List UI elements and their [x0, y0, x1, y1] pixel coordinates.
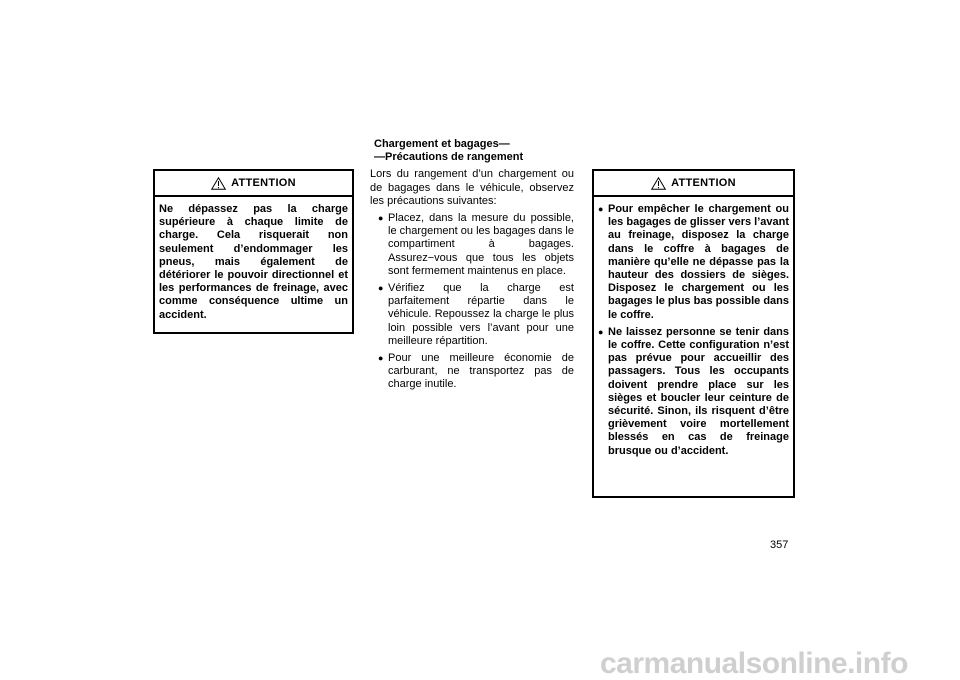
right-warning-box [592, 169, 795, 498]
list-item [370, 212, 574, 278]
section-title-line2: —Précautions de rangement [374, 151, 524, 164]
warning-text: Ne dépassez pas la charge supérieure à chaque limite de charge. Cela risquerait non seulement d’endommager les pneus, mais également de détériorer le pouvoir directionnel et les performances de freinage, avec comme conséquence ultime un accident. [159, 203, 348, 321]
section-column [370, 138, 574, 396]
precautions-list [370, 212, 574, 392]
warning-triangle-icon [211, 177, 226, 190]
section-intro: Lors du rangement d’un chargement ou de bagages dans le véhicule, observez les précautions suivantes: [370, 168, 574, 207]
warning-list [594, 197, 793, 466]
warning-header [594, 171, 793, 197]
section-title [374, 138, 574, 164]
section-title-line1: Chargement et bagages— [374, 138, 510, 150]
warning-header [155, 171, 352, 197]
bullet-icon: ● [378, 283, 384, 294]
warning-triangle-icon [651, 177, 666, 190]
bullet-icon: ● [378, 213, 384, 224]
warning-header-label: ATTENTION [231, 177, 296, 189]
list-item [370, 282, 574, 348]
bullet-icon: ● [598, 326, 604, 337]
list-item-text: Vérifiez que la charge est parfaitement répartie dans le véhicule. Repoussez la charge le plus loin possible vers l’avant pour une meilleure répartition. [388, 282, 574, 347]
left-warning-box [153, 169, 354, 334]
list-item-text: Pour empêcher le chargement ou les bagages de glisser vers l’avant au freinage, disposez la charge dans le coffre à bagages de manière qu’elle ne dépasse pas la hauteur des dossiers de sièges. Disposez le chargement ou les bagages le plus bas possible dans le coffre. [608, 203, 789, 321]
list-item [598, 203, 789, 322]
bullet-icon: ● [378, 353, 384, 364]
page-number: 357 [770, 539, 789, 551]
list-item [598, 326, 789, 458]
watermark: carmanualsonline.info [600, 647, 908, 680]
warning-header-label: ATTENTION [671, 177, 736, 189]
list-item-text: Placez, dans la mesure du possible, le chargement ou les bagages dans le compartiment à bagages. Assurez−vous que tous les objets sont fermement maintenus en place. [388, 212, 574, 277]
list-item-text: Pour une meilleure économie de carburant, ne transportez pas de charge inutile. [388, 352, 574, 391]
list-item-text: Ne laissez personne se tenir dans le coffre. Cette configuration n’est pas prévue pour accueillir des passagers. Tous les occupants doivent prendre place sur les sièges et boucler leur ceinture de sécurité. Sinon, ils risquent d’être grièvement voire mortellement blessés en cas de freinage brusque ou d’accident. [608, 325, 789, 457]
list-item [370, 352, 574, 392]
bullet-icon: ● [598, 204, 604, 214]
